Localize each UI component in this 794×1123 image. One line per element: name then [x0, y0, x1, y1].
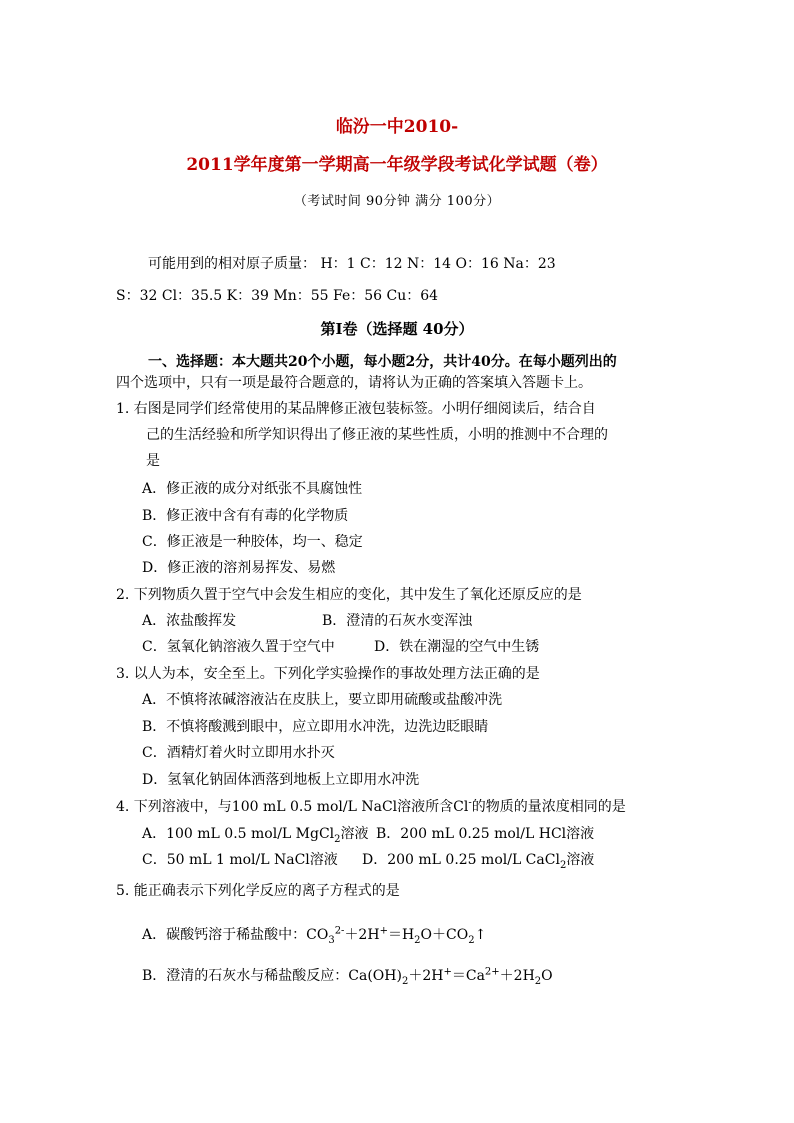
- q4-a-post: 溶液: [340, 826, 369, 842]
- exam-title-line1: 临汾一中2010-: [335, 117, 459, 137]
- q5-a-sup2: +: [379, 925, 388, 937]
- q4-stem: [116, 797, 626, 817]
- exam-title-line2: 2011学年度第一学期高一年级学段考试化学试题（卷）: [186, 155, 608, 175]
- q5-a-sub1: 3: [328, 934, 335, 946]
- section-instruction-line2: 四个选项中，只有一项是最符合题意的，请将认为正确的答案填入答题卡上。: [116, 375, 592, 391]
- q4-option-c: C．50 mL 1 mol/L NaCl溶液: [142, 852, 338, 868]
- q5-a-mid3: O＋CO: [420, 927, 469, 943]
- q5-a-mid2: ＝H: [387, 927, 415, 943]
- q1-stem-line3: 是: [146, 453, 160, 469]
- q5-a-pre: A．碳酸钙溶于稀盐酸中：CO: [142, 927, 329, 943]
- q5-b-mid3: ＋2H: [499, 968, 535, 984]
- q2-option-b: B．澄清的石灰水变浑浊: [322, 613, 473, 629]
- q5-option-b: [142, 966, 553, 986]
- q4-option-d: [362, 850, 594, 870]
- q1-option-a: A．修正液的成分对纸张不具腐蚀性: [142, 481, 363, 497]
- q5-stem: 5. 能正确表示下列化学反应的离子方程式的是: [116, 883, 400, 899]
- q4-a-pre: A．100 mL 0.5 mol/L MgCl: [142, 826, 335, 842]
- q3-option-b: B．不慎将酸溅到眼中，应立即用水冲洗，边洗边眨眼睛: [142, 719, 489, 735]
- q2-stem: 2. 下列物质久置于空气中会发生相应的变化，其中发生了氧化还原反应的是: [116, 587, 582, 603]
- q4-stem-pre: 4. 下列溶液中，与100 mL 0.5 mol/L NaCl溶液所含Cl: [116, 799, 469, 815]
- section-heading: 第Ⅰ卷（选择题 40分）: [320, 320, 474, 338]
- q5-a-sub2: 2: [414, 934, 421, 946]
- q4-d-post: 溶液: [566, 852, 595, 868]
- q5-b-end: O: [541, 968, 553, 984]
- q2-option-c: C．氢氧化钠溶液久置于空气中: [142, 639, 335, 655]
- q5-a-sub3: 2: [468, 934, 475, 946]
- q1-option-d: D．修正液的溶剂易挥发、易燃: [142, 560, 336, 576]
- q3-option-d: D．氢氧化钠固体洒落到地板上立即用水冲洗: [142, 772, 420, 788]
- q5-b-mid1: ＋2H: [408, 968, 444, 984]
- q3-option-a: A．不慎将浓碱溶液沾在皮肤上，要立即用硫酸或盐酸冲洗: [142, 692, 503, 708]
- q3-stem: 3. 以人为本，安全至上。下列化学实验操作的事故处理方法正确的是: [116, 666, 540, 682]
- atomic-mass-line1: 可能用到的相对原子质量： H：1 C：12 N：14 O：16 Na：23: [148, 256, 556, 272]
- q4-d-pre: D．200 mL 0.25 mol/L CaCl: [362, 852, 560, 868]
- q5-b-sub1: 2: [401, 975, 409, 987]
- q4-a-sub: 2: [334, 833, 341, 845]
- q1-stem-line2: 己的生活经验和所学知识得出了修正液的某些性质，小明的推测中不合理的: [146, 427, 608, 443]
- q4-stem-sup: -: [468, 797, 472, 809]
- q5-b-mid2: ＝Ca: [451, 968, 485, 984]
- q1-option-c: C．修正液是一种胶体，均一、稳定: [142, 534, 363, 550]
- q5-b-pre: B．澄清的石灰水与稀盐酸反应：Ca(OH): [142, 968, 402, 984]
- q4-d-sub: 2: [559, 859, 567, 871]
- q2-option-a: A．浓盐酸挥发: [142, 613, 237, 629]
- exam-subtitle: （考试时间 90分钟 满分 100分）: [293, 194, 501, 209]
- section-instruction-line1: 一、选择题：本大题共20个小题，每小题2分，共计40分。在每小题列出的: [148, 354, 617, 370]
- q3-option-c: C．酒精灯着火时立即用水扑灭: [142, 745, 335, 761]
- atomic-mass-line2: S：32 Cl：35.5 K：39 Mn：55 Fe：56 Cu：64: [116, 288, 439, 304]
- q5-option-a: [142, 925, 486, 945]
- q1-option-b: B．修正液中含有有毒的化学物质: [142, 508, 349, 524]
- q5-a-end: ↑: [474, 927, 487, 943]
- q1-stem-line1: 1. 右图是同学们经常使用的某品牌修正液包装标签。小明仔细阅读后，结合自: [116, 401, 596, 417]
- q4-stem-post: 的物质的量浓度相同的是: [471, 799, 626, 815]
- q5-a-mid1: ＋2H: [344, 927, 380, 943]
- q2-option-d: D．铁在潮湿的空气中生锈: [374, 639, 540, 655]
- q5-b-sub2: 2: [534, 975, 542, 987]
- q5-a-sup1: 2-: [334, 925, 345, 937]
- q5-b-sup2: 2+: [484, 966, 500, 978]
- q5-b-sup1: +: [443, 966, 452, 978]
- q4-option-a: [142, 824, 369, 844]
- q4-option-b: B．200 mL 0.25 mol/L HCl溶液: [376, 826, 595, 842]
